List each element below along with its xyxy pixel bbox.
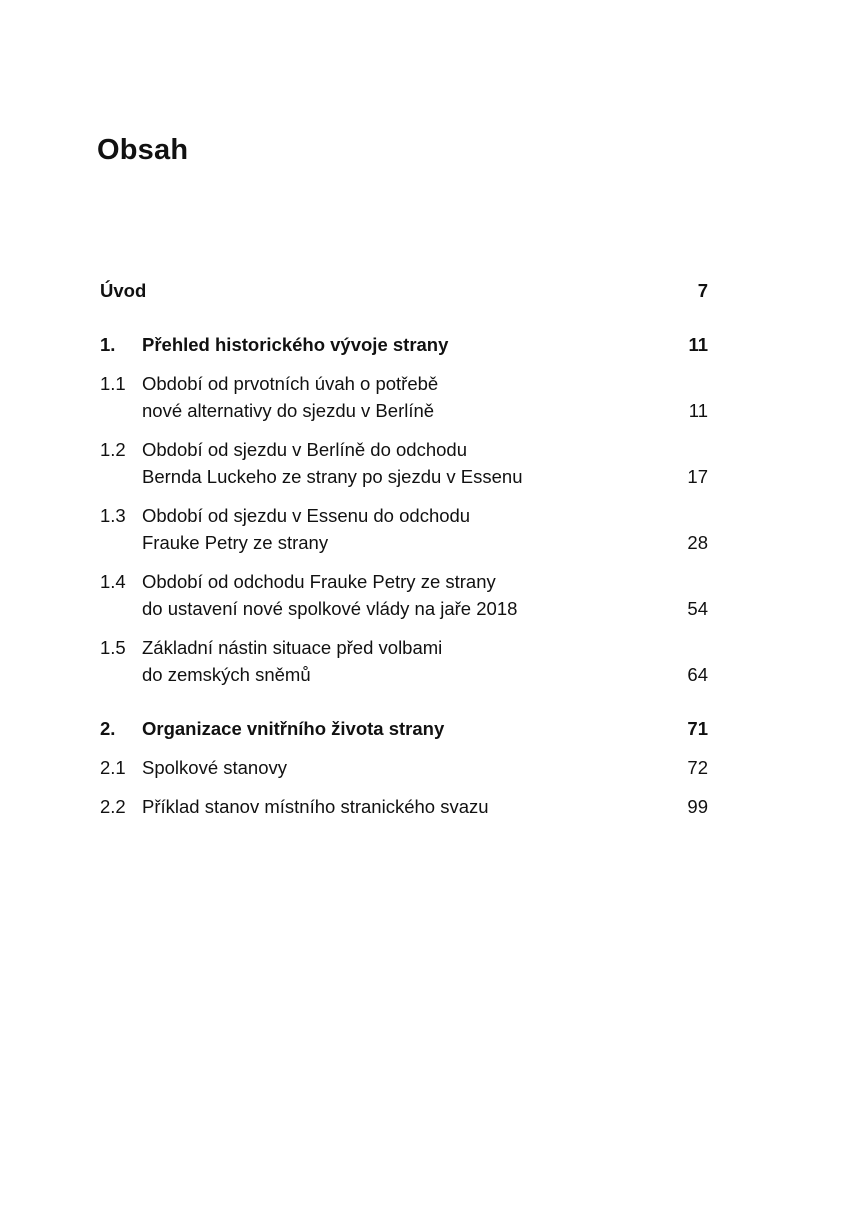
toc-entry-chapter-2[interactable]	[100, 715, 708, 742]
toc-entry-title: Příklad stanov místního stranického svazu	[142, 796, 489, 817]
toc-entry-number: 1.4	[100, 571, 126, 592]
table-of-contents	[100, 277, 708, 820]
toc-page-number: 11	[688, 400, 708, 421]
toc-entry-section-1-5[interactable]	[100, 634, 708, 688]
toc-entry-number: 1.5	[100, 637, 126, 658]
toc-entry-number: 1.3	[100, 505, 126, 526]
toc-page-number: 72	[687, 757, 708, 778]
toc-entry-number: 2.1	[100, 757, 126, 778]
toc-page-number: 54	[687, 598, 708, 619]
toc-entry-number: 1.	[100, 334, 116, 355]
toc-page-number: 11	[688, 334, 708, 355]
toc-entry-title-line: Základní nástin situace před volbami	[142, 637, 443, 658]
toc-entry-title: Úvod	[100, 280, 147, 301]
toc-page-number: 64	[687, 664, 708, 685]
toc-entry-title-line: Období od sjezdu v Berlíně do odchodu	[142, 439, 468, 460]
toc-entry-title	[142, 502, 648, 556]
toc-entry-title: Organizace vnitřního života strany	[142, 718, 445, 739]
toc-page-number: 28	[687, 532, 708, 553]
toc-entry-number: 2.2	[100, 796, 126, 817]
toc-entry-section-2-2[interactable]	[100, 793, 708, 820]
toc-entry-title-line: Bernda Luckeho ze strany po sjezdu v Essenu	[142, 466, 523, 487]
toc-entry-title-line: Frauke Petry ze strany	[142, 532, 329, 553]
toc-entry-title-line: Období od odchodu Frauke Petry ze strany	[142, 571, 496, 592]
toc-entry-number: 2.	[100, 718, 116, 739]
toc-entry-section-1-4[interactable]	[100, 568, 708, 622]
toc-entry-title-line: nové alternativy do sjezdu v Berlíně	[142, 400, 435, 421]
toc-page-number: 99	[687, 796, 708, 817]
toc-entry-section-2-1[interactable]	[100, 754, 708, 781]
toc-entry-title	[142, 436, 648, 490]
toc-entry-section-1-3[interactable]	[100, 502, 708, 556]
toc-page-number: 7	[697, 280, 708, 301]
toc-entry-title	[142, 370, 648, 424]
toc-entry-title-line: Období od prvotních úvah o potřebě	[142, 373, 439, 394]
toc-entry-chapter-1[interactable]	[100, 331, 708, 358]
toc-page-number: 17	[687, 466, 708, 487]
toc-entry-intro[interactable]	[100, 277, 708, 304]
toc-entry-title-line: do ustavení nové spolkové vlády na jaře 2018	[142, 598, 518, 619]
toc-entry-title	[142, 568, 648, 622]
toc-entry-title	[142, 634, 648, 688]
page-title: Obsah	[97, 134, 189, 166]
toc-entry-number: 1.2	[100, 439, 126, 460]
toc-page-number: 71	[687, 718, 708, 739]
toc-entry-section-1-2[interactable]	[100, 436, 708, 490]
toc-entry-title: Přehled historického vývoje strany	[142, 334, 449, 355]
toc-entry-title: Spolkové stanovy	[142, 757, 288, 778]
toc-entry-title-line: do zemských sněmů	[142, 664, 311, 685]
toc-entry-number: 1.1	[100, 373, 126, 394]
toc-entry-section-1-1[interactable]	[100, 370, 708, 424]
toc-entry-title-line: Období od sjezdu v Essenu do odchodu	[142, 505, 471, 526]
